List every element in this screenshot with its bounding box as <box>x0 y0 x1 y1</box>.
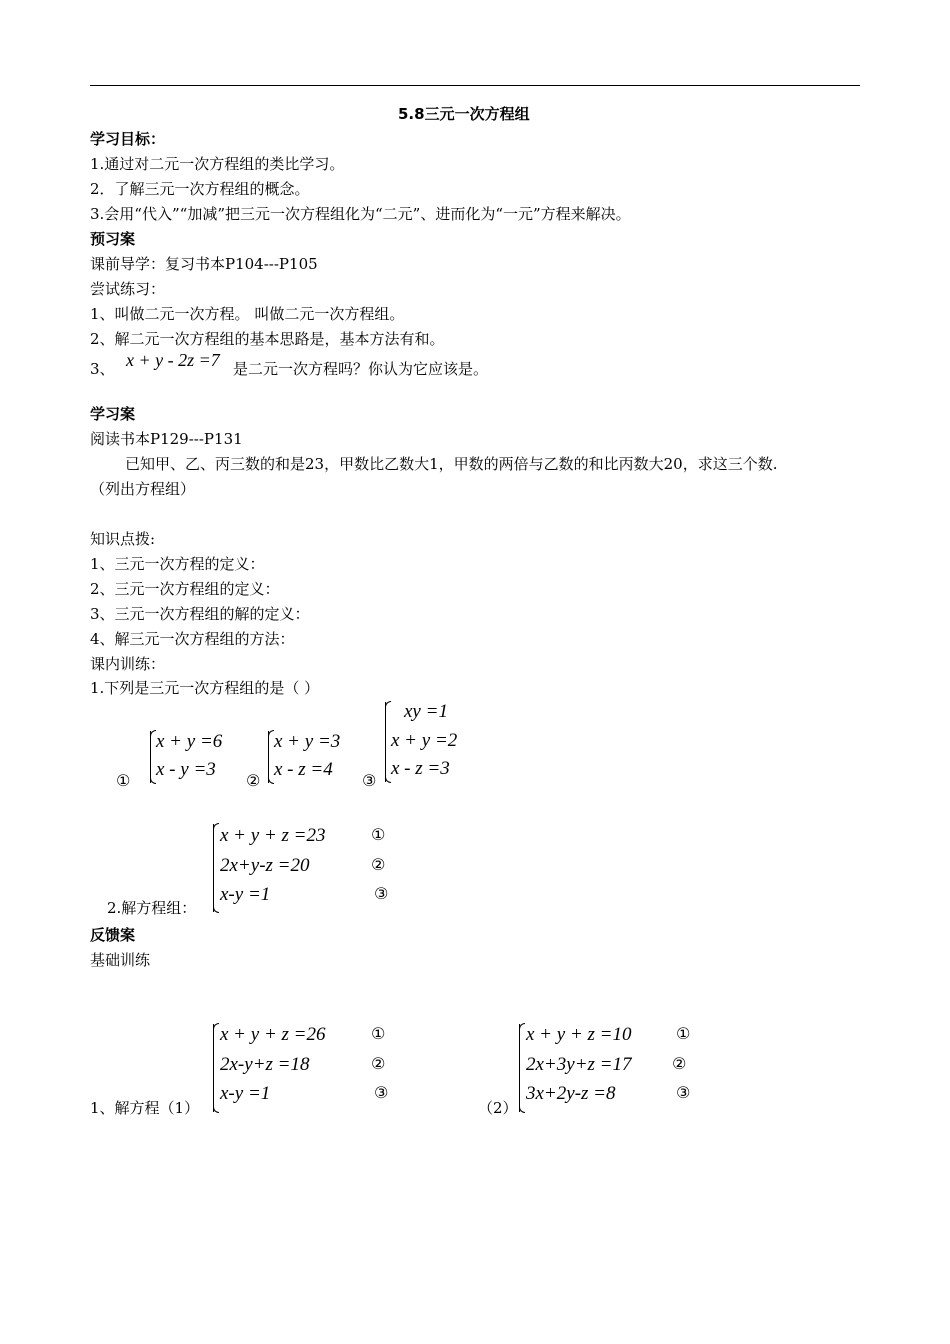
knowledge-3: 3、三元一次方程组的解的定义： <box>90 605 310 623</box>
goal-2: 2．了解三元一次方程组的概念。 <box>90 180 310 198</box>
system-5-eq1: x + y + z =26 <box>220 1024 326 1045</box>
system-4-mark-3: ③ <box>374 884 389 903</box>
goal-1: 1.通过对二元一次方程组的类比学习。 <box>90 155 345 173</box>
system-2-eq1: x + y =3 <box>274 731 341 752</box>
system-3-eq1: xy =1 <box>404 701 448 722</box>
preview-q1: 1、叫做二元一次方程。 叫做二元一次方程组。 <box>90 305 405 323</box>
system-5-eq3: x-y =1 <box>220 1083 271 1104</box>
system-5-eq2: 2x-y+z =18 <box>220 1054 310 1075</box>
system-3-eq2: x + y =2 <box>391 730 458 751</box>
knowledge-2: 2、三元一次方程组的定义： <box>90 580 280 598</box>
study-problem-line2: （列出方程组） <box>90 480 196 498</box>
system-6-eq1: x + y + z =10 <box>526 1024 632 1045</box>
system-4-mark-1: ① <box>371 825 386 844</box>
system-4-eq3: x-y =1 <box>220 884 271 905</box>
system-6-mark-2: ② <box>672 1054 687 1073</box>
feedback-q1-label: 1、解方程（1） <box>90 1099 200 1117</box>
option-1-label: ① <box>116 771 131 790</box>
study-problem-line1: 已知甲、乙、丙三数的和是23，甲数比乙数大1，甲数的两倍与乙数的和比丙数大20，求这三个数. <box>125 455 778 473</box>
preview-q2: 2、解二元一次方程组的基本思路是，基本方法有和。 <box>90 330 445 348</box>
system-3-eq3: x - z =3 <box>391 758 450 779</box>
exercise-2: 2.解方程组： <box>107 899 197 917</box>
preview-q3-prefix: 3、 <box>90 360 115 378</box>
feedback-heading: 反馈案 <box>90 926 136 944</box>
system-6-eq3: 3x+2y-z =8 <box>526 1083 616 1104</box>
system-4-mark-2: ② <box>371 855 386 874</box>
preview-q3-suffix: 是二元一次方程吗？你认为它应该是。 <box>233 360 489 378</box>
feedback-q2-label: （2） <box>478 1099 518 1117</box>
knowledge-heading: 知识点拨: <box>90 530 156 548</box>
preview-practice: 尝试练习： <box>90 280 166 298</box>
exercise-1: 1.下列是三元一次方程组的是（ ） <box>90 679 320 697</box>
knowledge-1: 1、三元一次方程的定义： <box>90 555 265 573</box>
system-5-mark-2: ② <box>371 1054 386 1073</box>
system-4-eq1: x + y + z =23 <box>220 825 326 846</box>
preview-q3-equation: x + y - 2z =7 <box>126 350 220 370</box>
goals-heading: 学习目标： <box>90 130 166 148</box>
option-3-label: ③ <box>362 771 377 790</box>
system-6-mark-1: ① <box>676 1024 691 1043</box>
system-6-brace <box>519 1024 526 1112</box>
goal-3: 3.会用“代入”“加减”把三元一次方程组化为“二元”、进而化为“一元”方程来解决。 <box>90 205 631 223</box>
system-6-mark-3: ③ <box>676 1083 691 1102</box>
preview-guide: 课前导学：复习书本P104---P105 <box>90 255 318 273</box>
system-1-eq1: x + y =6 <box>156 731 223 752</box>
system-5-mark-3: ③ <box>374 1083 389 1102</box>
system-2-eq2: x - z =4 <box>274 759 333 780</box>
system-4-brace <box>213 824 220 912</box>
training-heading: 课内训练： <box>90 655 166 673</box>
system-5-brace <box>213 1024 220 1112</box>
system-6-eq2: 2x+3y+z =17 <box>526 1054 632 1075</box>
system-5-mark-1: ① <box>371 1024 386 1043</box>
page-title: 5.8三元一次方程组 <box>398 105 530 123</box>
system-4-eq2: 2x+y-z =20 <box>220 855 310 876</box>
feedback-basic: 基础训练 <box>90 951 151 969</box>
header-rule <box>90 85 860 86</box>
study-read: 阅读书本P129---P131 <box>90 430 243 448</box>
preview-heading: 预习案 <box>90 230 136 248</box>
option-2-label: ② <box>246 771 261 790</box>
study-heading: 学习案 <box>90 405 136 423</box>
knowledge-4: 4、解三元一次方程组的方法： <box>90 630 295 648</box>
system-1-eq2: x - y =3 <box>156 759 216 780</box>
